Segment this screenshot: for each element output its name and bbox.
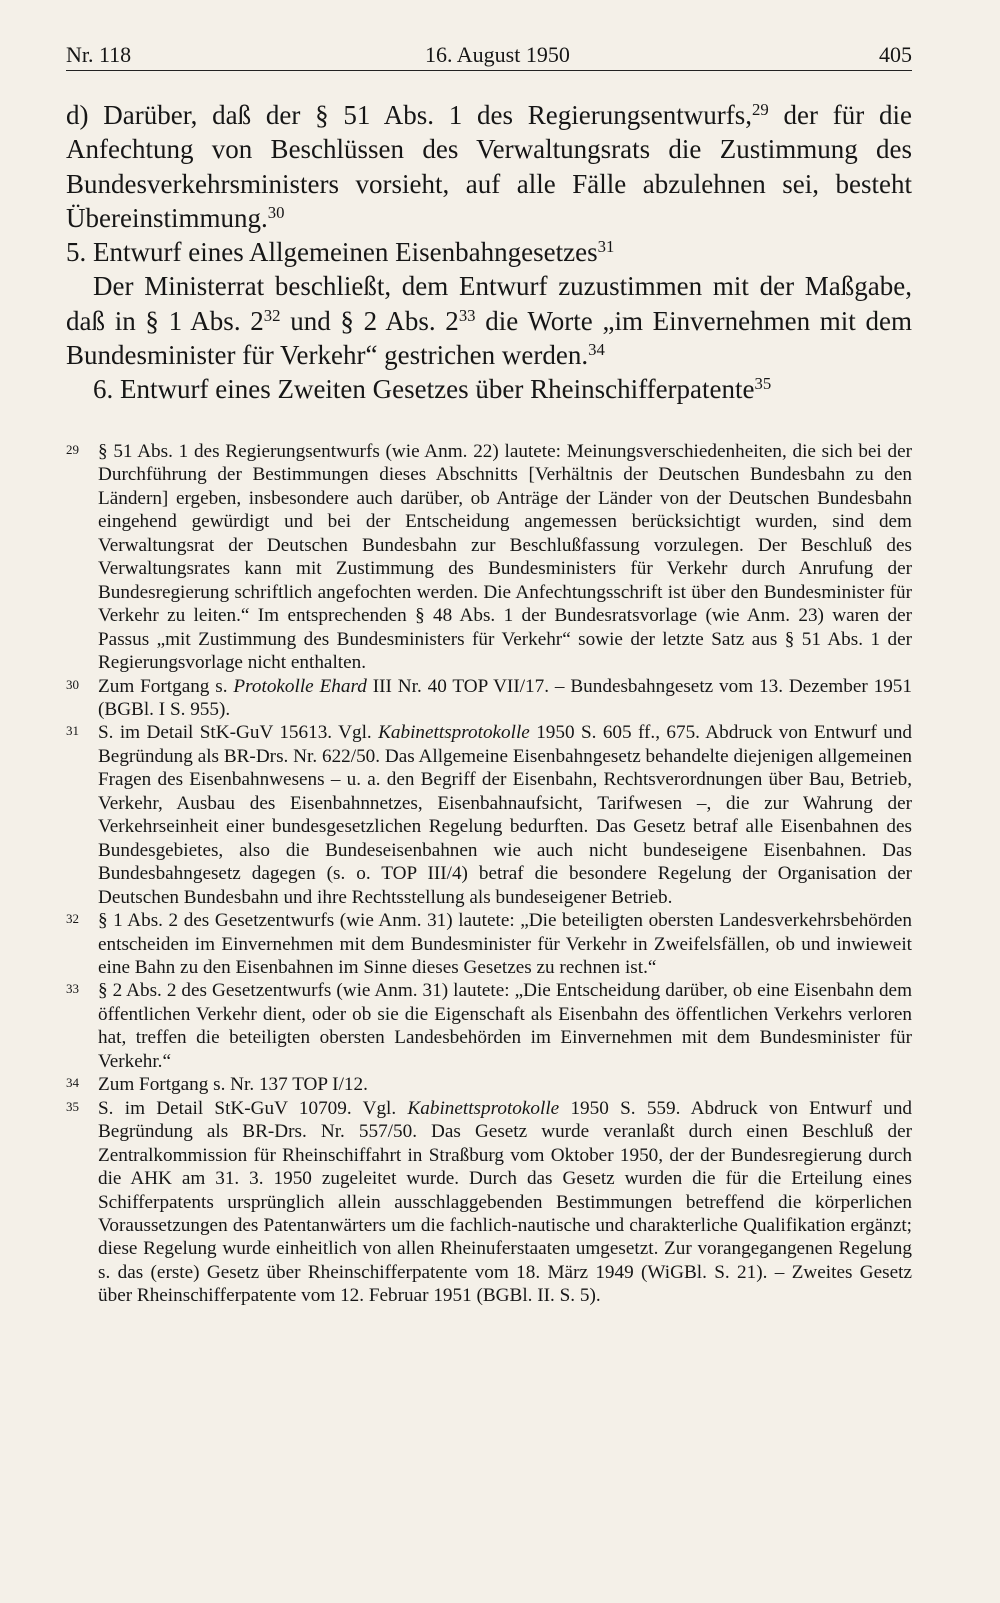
page-number: 405	[879, 42, 912, 67]
footnote-text: Zum Fortgang s. Protokolle Ehard III Nr. 40 TOP VII/17. – Bundesbahngesetz vom 13. Dezember 1951 (BGBl. I S. 955).	[98, 675, 912, 720]
footnote-number: 31	[66, 723, 79, 739]
footnote-ref-31[interactable]: 31	[597, 236, 615, 256]
footnote-ref-34[interactable]: 34	[588, 339, 605, 359]
page-header	[66, 40, 912, 71]
footnote-ref-30[interactable]: 30	[267, 202, 285, 222]
footnote-text: § 1 Abs. 2 des Gesetzentwurfs (wie Anm. 31) lautete: „Die beteiligten obersten Landesverkehrsbehörden entscheiden im Einvernehmen mit dem Bundesminister für Verkehr in Zweifelsfällen, ob und inwieweit eine Bahn zu den Eisenbahnen im Sinne dieses Gesetzes zu rechnen ist.“	[98, 910, 912, 978]
footnote-35	[66, 1097, 912, 1308]
footnote-32	[66, 909, 912, 979]
footnote-ref-35[interactable]: 35	[754, 374, 772, 394]
footnote-30	[66, 675, 912, 722]
footnote-34	[66, 1073, 912, 1096]
footnote-number: 32	[66, 911, 79, 927]
paragraph-resolution: Der Ministerrat beschließt, dem Entwurf zuzustimmen mit der Maßgabe, daß in § 1 Abs. $2^{32}$ und § 2 Abs. $2^{33}$ die Worte „im Einvernehmen mit dem Bundesminister für Verkehr“ gestrichen werden.$^{34}$	[66, 271, 912, 371]
italic-source-title: Protokolle Ehard	[233, 675, 367, 697]
footnote-number: 29	[66, 442, 79, 457]
footnote-33	[66, 979, 912, 1073]
footnote-ref-32[interactable]: 32	[263, 305, 281, 325]
footnote-number: 34	[66, 1075, 79, 1091]
footnote-text: Zum Fortgang s. Nr. 137 TOP I/12.	[98, 1074, 368, 1096]
footnote-ref-29[interactable]: 29	[752, 99, 769, 119]
header-date: 16. August 1950	[425, 42, 570, 67]
italic-source-title: Kabinettsprotokolle	[407, 1097, 560, 1119]
footnote-text: § 2 Abs. 2 des Gesetzentwurfs (wie Anm. 31) lautete: „Die Entscheidung darüber, ob eine Eisenbahn dem öffentlichen Verkehr dient, oder ob sie die Eigenschaft als Eisenbahn des öffentlichen Verkehrs verloren hat, treffen die beteiligten obersten Landesbehörden im Einvernehmen mit dem Bundesminister für Verkehr.“	[98, 980, 912, 1072]
footnote-text: S. im Detail StK-GuV 10709. Vgl. Kabinettsprotokolle 1950 S. 559. Abdruck von Entwurf und Begründung als BR-Drs. Nr. 557/50. Das Gesetz wurde veranlaßt durch einen Beschluß der Zentralkommission für Rheinschiffahrt in Straßburg vom Oktober 1950, der der Bundesregierung durch die AHK am 31. 3. 1950 zugeleitet wurde. Durch das Gesetz wurden die für die Erteilung eines Schifferpatents ursprünglich allein ausschlaggebenden Bestimmungen betreffend die körperlichen Voraussetzungen des Patentanwärters um die fachlich-nautische und charakterliche Qualifikation ergänzt; diese Regelung wurde einheitlich von allen Rheinuferstaaten umgesetzt. Zur vorangegangenen Regelung s. das (erste) Gesetz über Rheinschifferpatente vom 18. März 1949 (WiGBl. S. 21). – Zweites Gesetz über Rheinschifferpatente vom 12. Februar 1951 (BGBl. II. S. 5).	[98, 1097, 913, 1307]
footnote-29	[66, 440, 912, 675]
footnote-text: § 51 Abs. 1 des Regierungsentwurfs (wie Anm. 22) lautete: Meinungsverschiedenheiten, die sich bei der Durchführung der Bestimmungen dieses Abschnitts [Verhältnis der Deutschen Bundesbahn zu den Ländern] ergeben, insbesondere auch darüber, ob Anträge der Länder von der Deutschen Bundesbahn eingehend gewürdigt und bei der Entscheidung angemessen berücksichtigt wurden, sind dem Verwaltungsrat der Deutschen Bundesbahn zur Beschlußfassung vorzulegen. Der Beschluß des Verwaltungsrates kann mit Zustimmung des Bundesministers für Verkehr durch Anrufung der Bundesregierung schriftlich angefochten werden. Die Anfechtungsschrift ist über den Bundesminister für Verkehr zu leiten.“ Im entsprechenden § 48 Abs. 1 der Bundesratsvorlage (wie Anm. 23) waren der Passus „mit Zustimmung des Bundesministers für Verkehr“ sowie der letzte Satz aus § 51 Abs. 1 der Regierungsvorlage nicht enthalten.	[98, 441, 912, 674]
footnote-number: 35	[66, 1098, 79, 1114]
paragraph-d: d) Darüber, daß der § 51 Abs. 1 des Regierungsentwurfs,$^{29}$ der für die Anfechtung von Beschlüssen des Verwaltungsrats die Zustimmung des Bundesverkehrsministers vorsieht, auf alle Fälle abzulehnen sei, besteht Übereinstimmung.$^{30}$	[66, 99, 912, 233]
main-text	[66, 98, 912, 407]
footnote-number: 30	[66, 676, 79, 692]
footnote-31	[66, 721, 912, 909]
agenda-item-6: 6. Entwurf eines Zweiten Gesetzes über Rheinschifferpatente$^{35}$	[93, 374, 772, 405]
footnote-ref-33[interactable]: 33	[458, 305, 476, 325]
footnote-number: 33	[66, 981, 79, 997]
header-issue-number: Nr. 118	[66, 42, 132, 67]
italic-source-title: Kabinettsprotokolle	[378, 722, 530, 744]
footnote-text: S. im Detail StK-GuV 15613. Vgl. Kabinettsprotokolle 1950 S. 605 ff., 675. Abdruck von Entwurf und Begründung als BR-Drs. Nr. 622/50. Das Allgemeine Eisenbahngesetz behandelte diejenigen allgemeinen Fragen des Eisenbahnwesens – u. a. den Begriff der Eisenbahn, Rechtsverordnungen über Bau, Betrieb, Verkehr, Ausbau des Eisenbahnnetzes, Eisenbahnaufsicht, Tarifwesen –, die zur Wahrung der Verkehrseinheit einer bundesgesetzlichen Regelung bedurften. Das Gesetz betraf alle Eisenbahnen des Bundesgebietes, also die Bundeseisenbahnen wie auch nicht bundeseigene Eisenbahnen. Das Bundesbahngesetz dagegen (s. o. TOP III/4) betraf die besondere Regelung der Organisation der Deutschen Bundesbahn und ihre Rechtsstellung als bundeseigener Betrieb.	[98, 722, 913, 908]
footnotes	[66, 440, 912, 1308]
agenda-item-5: 5. Entwurf eines Allgemeinen Eisenbahngesetzes$^{31}$	[66, 236, 615, 268]
